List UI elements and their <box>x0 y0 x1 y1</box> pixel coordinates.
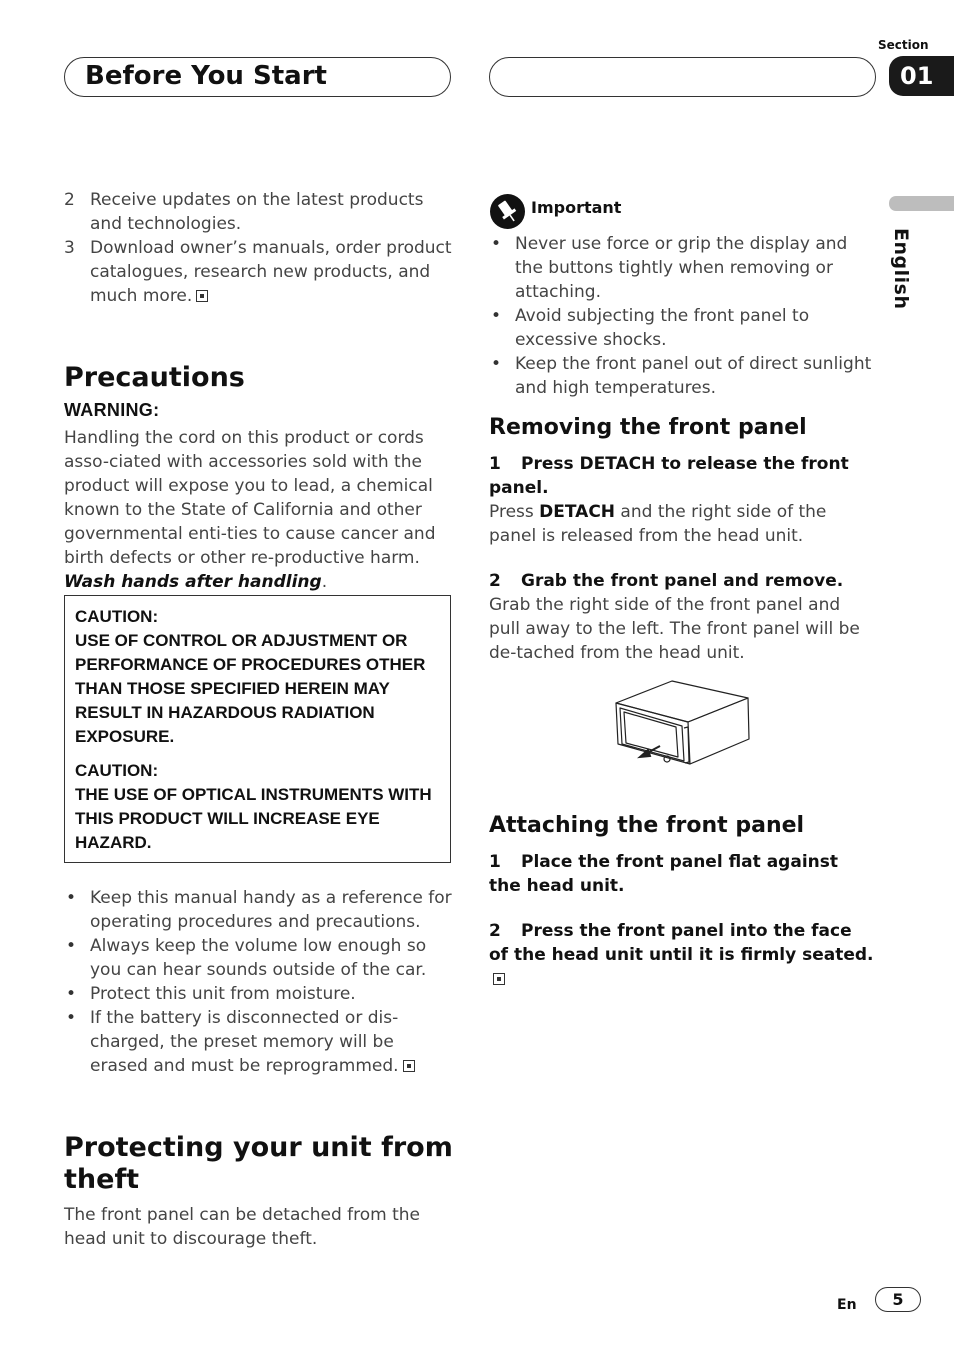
list-item-number: 2 <box>64 190 75 210</box>
removing-step-1-text <box>489 500 874 548</box>
important-label: Important <box>531 198 622 217</box>
caution-block-2 <box>75 759 440 855</box>
detach-keyword: DETACH <box>539 502 616 522</box>
step-title: Place the front panel flat against the head unit. <box>489 852 838 896</box>
warning-text: Handling the cord on this product or cords asso-ciated with accessories sold with the product will expose you to lead, a chemical known to the State of California and other governmental enti-ties to cause cancer and birth defects or other re-productive harm. <box>64 428 436 568</box>
removing-step-2-text: Grab the right side of the front panel and pull away to the left. The front panel will be de-tached from the head unit. <box>489 595 860 663</box>
list-item: • Never use force or grip the display and the buttons tightly when removing or attaching. <box>489 232 879 304</box>
removing-step-1 <box>489 452 874 500</box>
caution-heading: CAUTION: <box>75 761 159 780</box>
caution-heading: CAUTION: <box>75 607 159 626</box>
step-number: 2 <box>489 921 501 941</box>
step-text: Press <box>489 502 540 522</box>
language-tab-bar <box>889 196 954 211</box>
list-item-text: Download owner’s manuals, order product catalogues, research new products, and much more. <box>90 238 452 306</box>
caution-text: USE OF CONTROL OR ADJUSTMENT OR PERFORMANCE OF PROCEDURES OTHER THAN THOSE SPECIFIED HEREIN MAY RESULT IN HAZARDOUS RADIATION EXPOSURE. <box>75 631 426 746</box>
warning-paragraph <box>64 426 452 594</box>
list-item: • Keep the front panel out of direct sunlight and high temperatures. <box>489 352 879 400</box>
head-unit-illustration <box>610 676 755 771</box>
list-item-text: Receive updates on the latest products and technologies. <box>90 190 424 234</box>
removing-heading: Removing the front panel <box>489 415 807 440</box>
language-code: En <box>837 1297 857 1313</box>
list-item: • Protect this unit from moisture. <box>64 982 454 1006</box>
list-item: • Avoid subjecting the front panel to excessive shocks. <box>489 304 879 352</box>
step-number: 2 <box>489 571 501 591</box>
page-number: 5 <box>875 1287 921 1312</box>
warning-heading: WARNING: <box>64 400 160 420</box>
step-title: Grab the front panel and remove. <box>521 571 844 591</box>
list-item <box>64 236 454 308</box>
caution-text: THE USE OF OPTICAL INSTRUMENTS WITH THIS PRODUCT WILL INCREASE EYE HAZARD. <box>75 785 432 852</box>
page-title: Before You Start <box>85 61 327 91</box>
section-number-badge: 01 <box>889 56 954 96</box>
end-mark-icon <box>493 973 505 985</box>
important-bullet-list <box>489 232 879 400</box>
warning-emphasis: Wash hands after handling <box>64 572 322 592</box>
language-label: English <box>890 228 912 310</box>
intro-list <box>64 188 454 308</box>
attaching-heading: Attaching the front panel <box>489 813 805 838</box>
step-title: Press the front panel into the face of the head unit until it is firmly seated. <box>489 921 874 965</box>
step-title: Press DETACH to release the front panel. <box>489 454 849 498</box>
header-blank-bar <box>489 57 876 97</box>
step-text: and the right side of the panel is released from the head unit. <box>489 502 827 546</box>
list-item: • Keep this manual handy as a reference for operating procedures and precautions. <box>64 886 454 934</box>
list-item <box>64 1006 454 1078</box>
warning-tail: . <box>321 572 328 592</box>
caution-box <box>64 595 451 863</box>
list-item: • Always keep the volume low enough so you can hear sounds outside of the car. <box>64 934 454 982</box>
section-label: Section <box>878 38 929 52</box>
theft-heading: Protecting your unit from theft <box>64 1132 453 1195</box>
header-title-bar <box>64 57 451 97</box>
precautions-heading: Precautions <box>64 362 245 393</box>
theft-paragraph: The front panel can be detached from the head unit to discourage theft. <box>64 1205 421 1249</box>
removing-step-2 <box>489 569 874 593</box>
end-mark-icon <box>403 1060 415 1072</box>
attaching-step-2 <box>489 919 874 991</box>
end-mark-icon <box>196 290 208 302</box>
precautions-bullet-list <box>64 886 454 1078</box>
step-number: 1 <box>489 852 501 872</box>
caution-block-1 <box>75 605 440 749</box>
list-item <box>64 188 454 236</box>
step-number: 1 <box>489 454 501 474</box>
list-item-text: If the battery is disconnected or dis-charged, the preset memory will be erased and must be reprogrammed. <box>90 1008 399 1076</box>
list-item-number: 3 <box>64 238 75 258</box>
important-icon <box>490 194 525 229</box>
attaching-step-1 <box>489 850 874 898</box>
